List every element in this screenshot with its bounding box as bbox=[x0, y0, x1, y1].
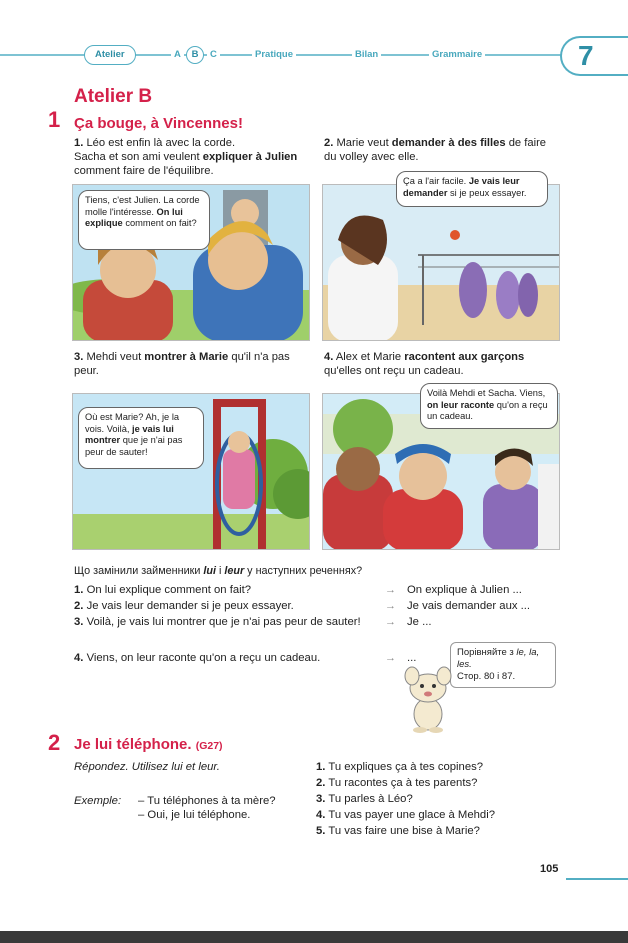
exercise-2-title: Je lui téléphone. (G27) bbox=[74, 736, 223, 753]
chapter-nav bbox=[0, 40, 628, 70]
arrow-icon: → bbox=[385, 584, 396, 596]
exercise-2-item-3: 3. Tu parles à Léo? bbox=[316, 793, 413, 805]
speech-bubble-2: Ça a l'air facile. Je vais leur demander si je peux essayer. bbox=[396, 171, 548, 207]
chapter-number: 7 bbox=[578, 40, 594, 71]
exercise-2-number: 2 bbox=[48, 730, 61, 755]
nav-a[interactable]: A bbox=[171, 49, 184, 60]
nav-atelier[interactable]: Atelier bbox=[84, 45, 136, 65]
page-number: 105 bbox=[540, 863, 559, 875]
speech-bubble-1: Tiens, c'est Julien. La corde molle l'intéresse. On lui explique comment on fait? bbox=[78, 190, 210, 250]
page-title: Atelier B bbox=[74, 86, 153, 107]
exercise-2-item-2: 2. Tu racontes ça à tes parents? bbox=[316, 777, 478, 789]
compare-note: Порівняйте з le, la, les. Стор. 80 і 87. bbox=[450, 642, 556, 688]
caption-1: 1. Léo est enfin là avec la corde. Sacha et son ami veulent expliquer à Julien comment faire de l'équilibre. bbox=[74, 137, 298, 177]
exercise-2-item-1: 1. Tu expliques ça à tes copines? bbox=[316, 761, 484, 773]
exercise-2-instruction: Répondez. Utilisez lui et leur. bbox=[74, 761, 220, 773]
exercise-1-title: Ça bouge, à Vincennes! bbox=[74, 115, 243, 132]
chapter-tab bbox=[560, 36, 628, 76]
task-answer-1: On explique à Julien ... bbox=[407, 584, 522, 596]
example-label: Exemple: bbox=[74, 795, 122, 807]
nav-c[interactable]: C bbox=[207, 49, 220, 60]
task-row-2: 2. Je vais leur demander si je peux essayer. bbox=[74, 600, 294, 612]
illustration-2 bbox=[322, 184, 560, 341]
nav-bilan[interactable]: Bilan bbox=[352, 49, 381, 60]
example-answer: – Oui, je lui téléphone. bbox=[138, 809, 251, 821]
arrow-icon: → bbox=[385, 652, 396, 664]
arrow-icon: → bbox=[385, 616, 396, 628]
caption-3: 3. Mehdi veut montrer à Marie qu'il n'a pas peur. bbox=[74, 351, 290, 377]
nav-pratique[interactable]: Pratique bbox=[252, 49, 296, 60]
example-question: – Tu téléphones à ta mère? bbox=[138, 795, 276, 807]
arrow-icon: → bbox=[385, 600, 396, 612]
exercise-2-item-4: 4. Tu vas payer une glace à Mehdi? bbox=[316, 809, 495, 821]
task-row-3: 3. Voilà, je vais lui montrer que je n'ai pas peur de sauter! bbox=[74, 616, 361, 628]
nav-b-current[interactable]: B bbox=[186, 46, 204, 64]
illustration-2-drawing bbox=[323, 185, 560, 341]
caption-4: 4. Alex et Marie racontent aux garçons qu'elles ont reçu un cadeau. bbox=[324, 351, 525, 377]
task-row-4: 4. Viens, on leur raconte qu'on a reçu un cadeau. bbox=[74, 652, 321, 664]
task-answer-3: Je ... bbox=[407, 616, 432, 628]
bottom-bar bbox=[0, 931, 628, 943]
caption-2: 2. Marie veut demander à des filles de faire du volley avec elle. bbox=[324, 137, 547, 163]
exercise-2-item-5: 5. Tu vas faire une bise à Marie? bbox=[316, 825, 480, 837]
nav-grammaire[interactable]: Grammaire bbox=[429, 49, 485, 60]
speech-bubble-4: Voilà Mehdi et Sacha. Viens, on leur raconte qu'on a reçu un cadeau. bbox=[420, 383, 558, 429]
task-question: Що замінили займенники lui і leur у наступних реченнях? bbox=[74, 565, 363, 577]
task-answer-2: Je vais demander aux ... bbox=[407, 600, 531, 612]
page-number-line bbox=[566, 878, 628, 880]
mascot-illustration bbox=[398, 662, 460, 734]
task-row-1: 1. On lui explique comment on fait? bbox=[74, 584, 252, 596]
speech-bubble-3: Où est Marie? Ah, je la vois. Voilà, je vais lui montrer que je n'ai pas peur de sauter! bbox=[78, 407, 204, 469]
task-answer-4: ... bbox=[407, 652, 417, 664]
exercise-1-number: 1 bbox=[48, 107, 61, 132]
